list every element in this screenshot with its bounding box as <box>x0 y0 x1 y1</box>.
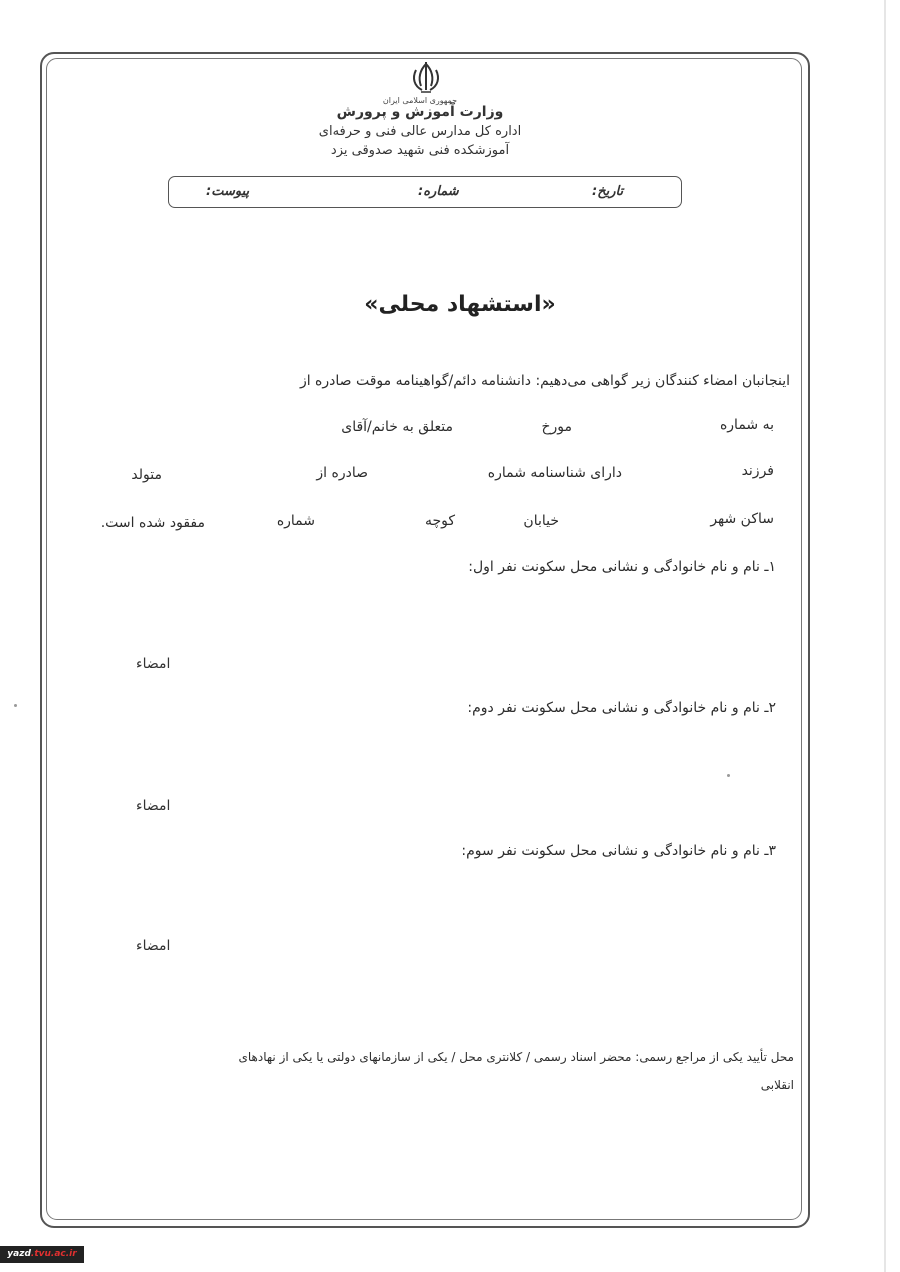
label-id-number: دارای شناسنامه شماره <box>487 465 622 481</box>
iran-emblem-icon <box>408 60 444 96</box>
label-alley: کوچه <box>424 513 455 529</box>
watermark-suffix: .tvu.ac.ir <box>30 1249 77 1259</box>
label-dated: مورخ <box>541 419 572 435</box>
label-child-of: فرزند <box>741 463 774 479</box>
witness-1-label: ۱ـ نام و نام خانوادگی و نشانی محل سکونت نفر اول: <box>468 559 776 575</box>
office-name: اداره کل مدارس عالی فنی و حرفه‌ای <box>318 124 522 139</box>
document-title: «استشهاد محلی» <box>364 292 556 317</box>
witness-2-label: ۲ـ نام و نام خانوادگی و نشانی محل سکونت نفر دوم: <box>467 700 776 716</box>
label-belongs-to: متعلق به خانم/آقای <box>341 419 453 435</box>
scan-edge <box>884 0 886 1272</box>
witness-3-signature: امضاء <box>136 938 171 954</box>
witness-3-label: ۳ـ نام و نام خانوادگی و نشانی محل سکونت نفر سوم: <box>461 843 776 859</box>
site-watermark <box>0 1246 84 1263</box>
label-certificate-number: به شماره <box>719 417 774 433</box>
witness-2-signature: امضاء <box>136 798 171 814</box>
date-label: تاریخ: <box>592 184 624 199</box>
intro-line: اینجانبان امضاء کنندگان زیر گواهی می‌دهیم: دانشنامه دائم/گواهینامه موقت صادره از <box>299 373 790 389</box>
label-street: خیابان <box>523 513 559 529</box>
school-name: آموزشکده فنی شهید صدوقی یزد <box>330 143 510 158</box>
ministry-name: وزارت آموزش و پرورش <box>336 104 504 120</box>
approval-note-line1: محل تأیید یکی از مراجع رسمی: محضر اسناد رسمی / کلانتری محل / یکی از سازمانهای دولتی یا یکی از نهادهای <box>238 1050 794 1064</box>
attachment-label: پیوست: <box>206 184 250 199</box>
number-label: شماره: <box>418 184 459 199</box>
label-house-number: شماره <box>276 513 315 529</box>
label-lost: مفقود شده است. <box>100 515 205 531</box>
document-frame-inner <box>46 58 802 1220</box>
label-city: ساکن شهر <box>710 511 774 527</box>
witness-1-signature: امضاء <box>136 656 171 672</box>
watermark-prefix: yazd <box>7 1249 31 1259</box>
scan-speck <box>14 704 17 707</box>
approval-note-line2: انقلابی <box>760 1078 794 1092</box>
label-issued-from: صادره از <box>316 465 368 481</box>
label-born: متولد <box>131 467 162 483</box>
country-name: جمهوری اسلامی ایران <box>382 96 458 105</box>
